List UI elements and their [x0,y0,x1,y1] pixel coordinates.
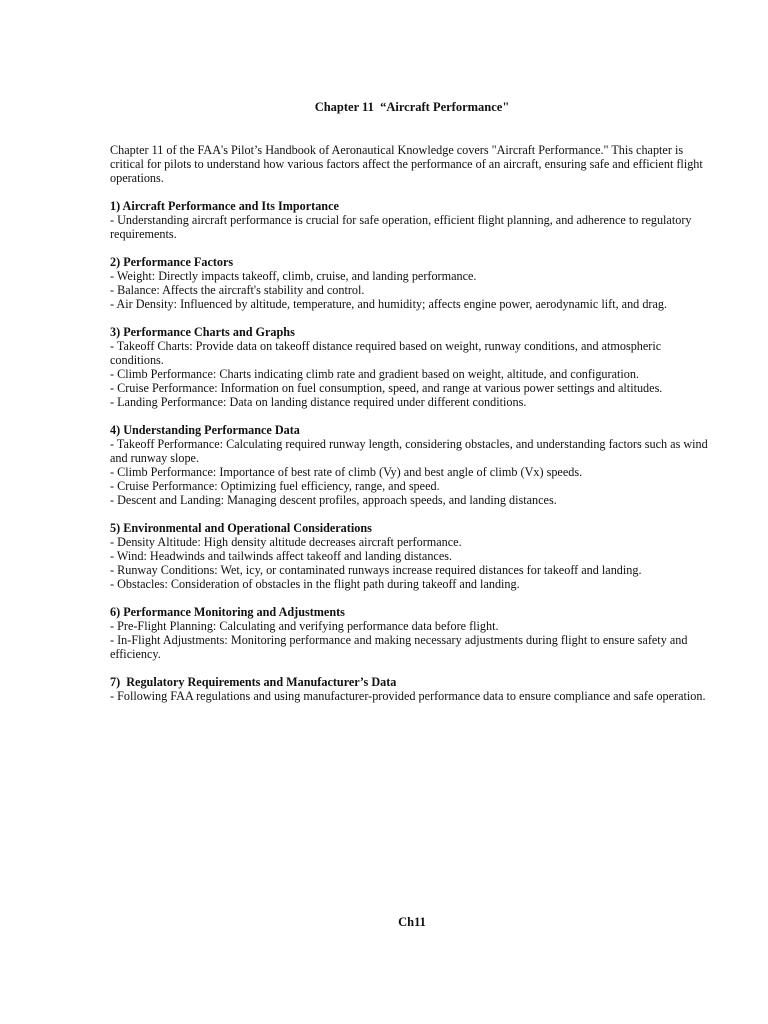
bullet-line: - Air Density: Influenced by altitude, temperature, and humidity; affects engine power, aerodynamic lift, and drag. [110,297,668,311]
section-heading: 5) Environmental and Operational Considerations [110,521,372,535]
bullet-line: - Following FAA regulations and using manufacturer-provided performance data to ensure compliance and safe operation. [110,689,706,703]
bullet-line: - Climb Performance: Charts indicating climb rate and gradient based on weight, altitude, and configuration. [110,367,639,381]
bullet-line: - Descent and Landing: Managing descent profiles, approach speeds, and landing distances. [110,493,557,507]
bullet-line: - Cruise Performance: Optimizing fuel efficiency, range, and speed. [110,479,440,493]
bullet-line: - Runway Conditions: Wet, icy, or contaminated runways increase required distances for takeoff and landing. [110,563,642,577]
section-heading: 2) Performance Factors [110,255,234,269]
page-footer: Ch11 [398,915,426,929]
bullet-line: - Density Altitude: High density altitude decreases aircraft performance. [110,535,462,549]
bullet-line: - Weight: Directly impacts takeoff, climb, cruise, and landing performance. [110,269,477,283]
bullet-line: - Balance: Affects the aircraft's stability and control. [110,283,365,297]
bullet-line: - Landing Performance: Data on landing distance required under different conditions. [110,395,527,409]
section-7 [110,675,710,703]
section-heading: 7) Regulatory Requirements and Manufacturer’s Data [110,675,397,689]
bullet-line: - Wind: Headwinds and tailwinds affect takeoff and landing distances. [110,549,453,563]
bullet-line: - Understanding aircraft performance is crucial for safe operation, efficient flight planning, and adherence to regulatory requirements. [110,213,692,241]
section-4 [110,423,710,507]
section-3 [110,325,710,409]
document-body [110,143,710,717]
intro-paragraph: Chapter 11 of the FAA's Pilot’s Handbook of Aeronautical Knowledge covers "Aircraft Performance." This chapter is critical for pilots to understand how various factors affect the performance of an aircraft, ensuring safe and efficient flight operations. [110,143,703,185]
section-heading: 3) Performance Charts and Graphs [110,325,295,339]
bullet-line: - Takeoff Charts: Provide data on takeoff distance required based on weight, runway conditions, and atmospheric conditions. [110,339,662,367]
section-1 [110,199,710,241]
bullet-line: - Takeoff Performance: Calculating required runway length, considering obstacles, and understanding factors such as wind and runway slope. [110,437,708,465]
section-heading: 4) Understanding Performance Data [110,423,300,437]
section-heading: 1) Aircraft Performance and Its Importance [110,199,339,213]
bullet-line: - In-Flight Adjustments: Monitoring performance and making necessary adjustments during flight to ensure safety and efficiency. [110,633,688,661]
bullet-line: - Climb Performance: Importance of best rate of climb (Vy) and best angle of climb (Vx) speeds. [110,465,583,479]
bullet-line: - Obstacles: Consideration of obstacles in the flight path during takeoff and landing. [110,577,520,591]
section-6 [110,605,710,661]
page-title: Chapter 11 “Aircraft Performance" [314,100,510,114]
bullet-line: - Cruise Performance: Information on fuel consumption, speed, and range at various power settings and altitudes. [110,381,663,395]
bullet-line: - Pre-Flight Planning: Calculating and verifying performance data before flight. [110,619,499,633]
section-2 [110,255,710,311]
section-heading: 6) Performance Monitoring and Adjustments [110,605,345,619]
section-5 [110,521,710,591]
